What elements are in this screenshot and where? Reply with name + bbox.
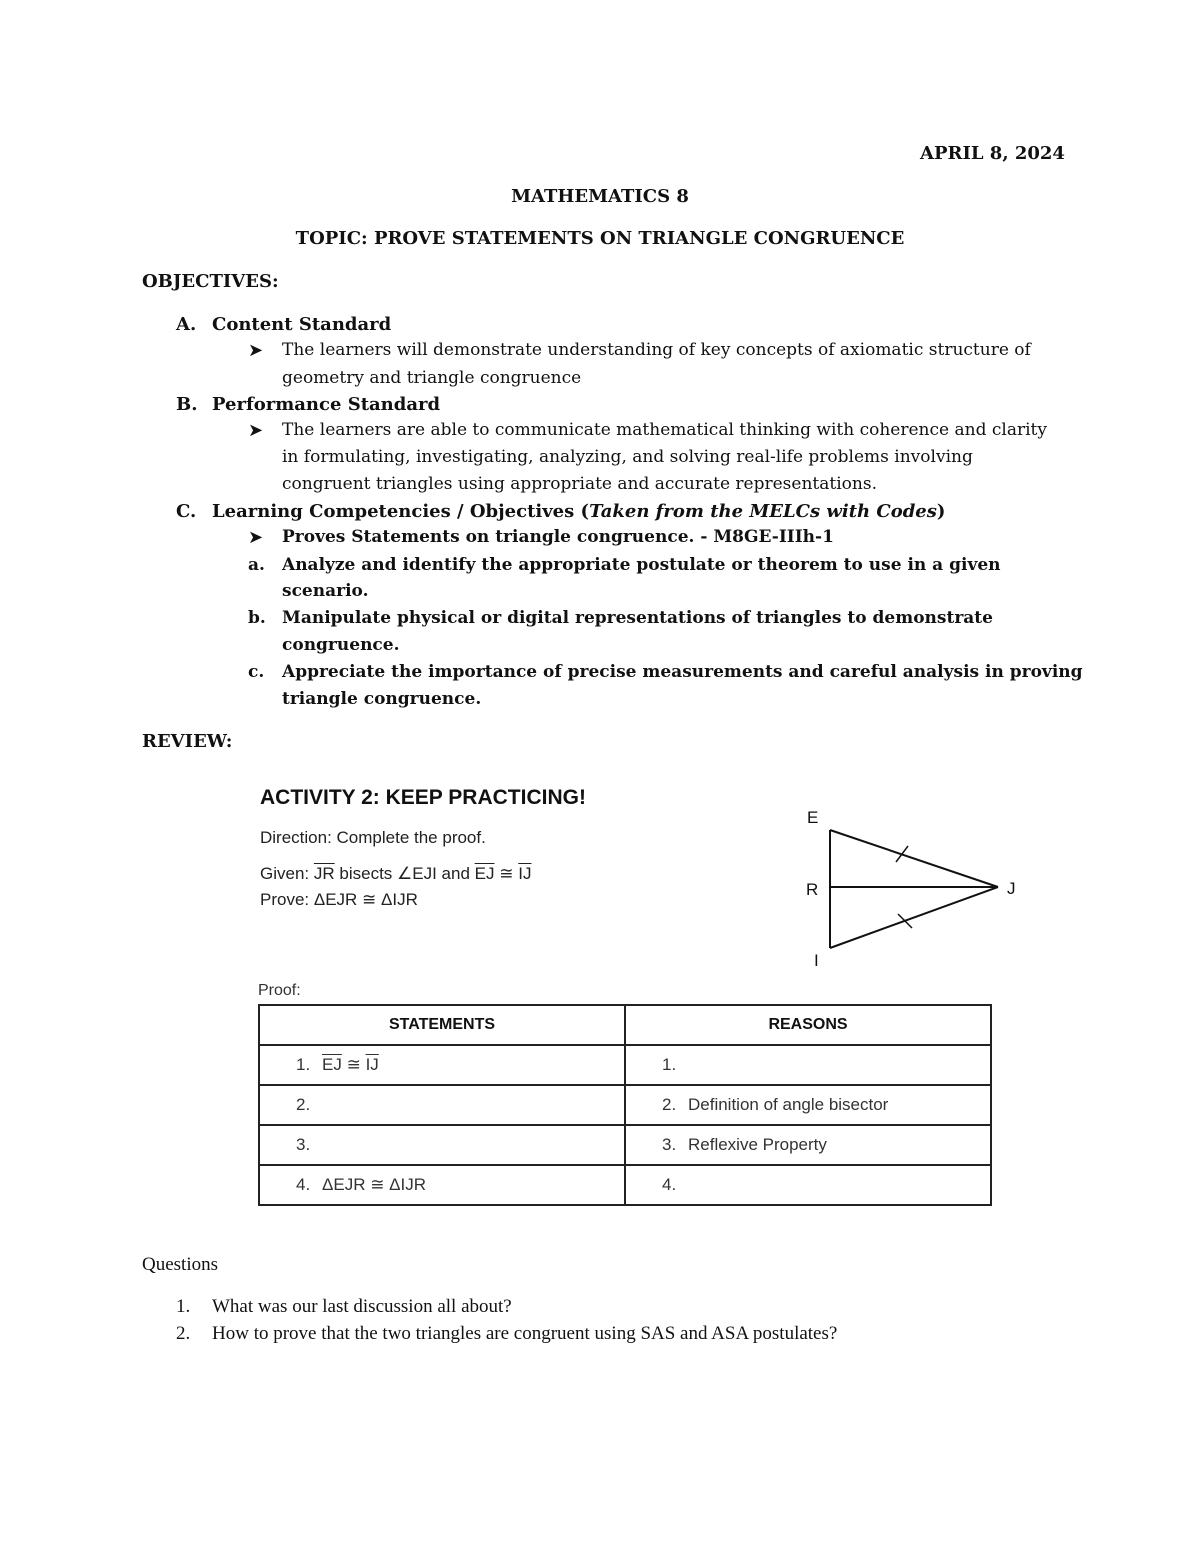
lc-title-italic: Taken from the MELCs with Codes xyxy=(589,501,937,522)
segment-ej-line xyxy=(830,830,998,887)
row-number: 3. xyxy=(662,1135,677,1154)
reason-text: Definition of angle bisector xyxy=(688,1095,889,1114)
reason-cell xyxy=(625,1125,991,1165)
arrow-bullet-icon: ➤ xyxy=(248,340,264,361)
reason-text: Reflexive Property xyxy=(688,1135,827,1154)
label-e: E xyxy=(807,808,819,827)
question-2-text: How to prove that the two triangles are congruent using SAS and ASA postulates? xyxy=(212,1323,838,1344)
performance-standard-text-1: The learners are able to communicate mathematical thinking with coherence and clarity xyxy=(282,420,1047,440)
statement-cell xyxy=(259,1165,625,1205)
question-2-number: 2. xyxy=(176,1323,191,1344)
statements-header: STATEMENTS xyxy=(259,1005,625,1045)
questions-heading: Questions xyxy=(142,1254,218,1275)
review-heading: REVIEW: xyxy=(142,731,233,752)
reason-cell xyxy=(625,1165,991,1205)
proof-table xyxy=(258,1004,992,1206)
congruent-symbol: ≅ xyxy=(346,1055,361,1074)
row-number: 1. xyxy=(296,1055,311,1074)
reasons-header: REASONS xyxy=(625,1005,991,1045)
section-c-letter: C. xyxy=(176,501,197,522)
reason-cell xyxy=(625,1045,991,1085)
statement-cell xyxy=(259,1085,625,1125)
tick-mark-ij xyxy=(898,914,912,928)
segment-jr: $\overline{JR}$ xyxy=(313,864,335,883)
item-a-line2: scenario. xyxy=(282,581,369,601)
statement-cell xyxy=(259,1045,625,1085)
item-a-line1: Analyze and identify the appropriate postulate or theorem to use in a given xyxy=(282,555,1001,575)
table-header-row xyxy=(259,1005,991,1045)
label-r: R xyxy=(806,880,819,899)
table-row xyxy=(259,1125,991,1165)
statement-cell xyxy=(259,1125,625,1165)
topic-title: TOPIC: PROVE STATEMENTS ON TRIANGLE CONGRUENCE xyxy=(295,228,905,249)
learning-competencies-title xyxy=(212,501,945,522)
triangle-figure xyxy=(800,800,1040,975)
proof-label: Proof: xyxy=(258,982,301,999)
subject-title: MATHEMATICS 8 xyxy=(511,186,689,207)
label-j: J xyxy=(1007,879,1016,898)
question-1-number: 1. xyxy=(176,1296,191,1317)
row-number: 4. xyxy=(662,1175,677,1194)
given-label: Given: xyxy=(260,864,310,883)
content-standard-text-2: geometry and triangle congruence xyxy=(282,368,582,388)
performance-standard-text-3: congruent triangles using appropriate and accurate representations. xyxy=(282,474,877,494)
row-number: 4. xyxy=(296,1175,311,1194)
performance-standard-text-2: in formulating, investigating, analyzing, and solving real-life problems involving xyxy=(282,447,973,467)
given-text xyxy=(260,864,531,884)
date: APRIL 8, 2024 xyxy=(920,143,1065,164)
reason-cell xyxy=(625,1085,991,1125)
item-a-letter: a. xyxy=(248,555,265,575)
competency-bullet: Proves Statements on triangle congruence. - M8GE-IIIh-1 xyxy=(282,527,834,547)
segment-ij-line xyxy=(830,887,998,948)
section-b-letter: B. xyxy=(176,394,198,415)
item-b-line1: Manipulate physical or digital representations of triangles to demonstrate xyxy=(282,608,993,628)
table-row xyxy=(259,1045,991,1085)
segment-ej: $\overline{EJ}$ xyxy=(474,864,495,883)
segment-ij: $\overline{IJ}$ xyxy=(365,1055,379,1074)
row-number: 2. xyxy=(296,1095,311,1114)
item-c-letter: c. xyxy=(248,662,265,682)
arrow-bullet-icon: ➤ xyxy=(248,420,264,441)
item-b-letter: b. xyxy=(248,608,266,628)
objectives-heading: OBJECTIVES: xyxy=(142,271,279,292)
table-row xyxy=(259,1165,991,1205)
item-c-line2: triangle congruence. xyxy=(282,689,482,709)
prove-text: Prove: ΔEJR ≅ ΔIJR xyxy=(260,890,418,905)
table-row xyxy=(259,1085,991,1125)
segment-ij: $\overline{IJ}$ xyxy=(518,864,532,883)
given-middle: bisects ∠EJI and xyxy=(339,864,470,883)
direction-text: Direction: Complete the proof. xyxy=(260,828,486,847)
item-b-line2: congruence. xyxy=(282,635,400,655)
performance-standard-title: Performance Standard xyxy=(212,394,441,415)
question-1-text: What was our last discussion all about? xyxy=(212,1296,512,1317)
content-standard-title: Content Standard xyxy=(212,314,392,335)
lc-title-main: Learning Competencies / Objectives ( xyxy=(212,501,590,522)
row-number: 3. xyxy=(296,1135,311,1154)
content-standard-text-1: The learners will demonstrate understanding of key concepts of axiomatic structure of xyxy=(282,340,1031,360)
section-a-letter: A. xyxy=(176,314,197,335)
activity-title: ACTIVITY 2: KEEP PRACTICING! xyxy=(260,786,586,809)
congruent-symbol: ≅ xyxy=(499,864,514,883)
arrow-bullet-icon: ➤ xyxy=(248,527,264,548)
item-c-line1: Appreciate the importance of precise measurements and careful analysis in proving xyxy=(282,662,1083,682)
segment-ej: $\overline{EJ}$ xyxy=(322,1055,342,1074)
label-i: I xyxy=(814,951,819,970)
statement-text: ΔEJR ≅ ΔIJR xyxy=(322,1175,427,1194)
row-number: 1. xyxy=(662,1055,677,1074)
lc-title-close: ) xyxy=(936,501,946,522)
row-number: 2. xyxy=(662,1095,677,1114)
